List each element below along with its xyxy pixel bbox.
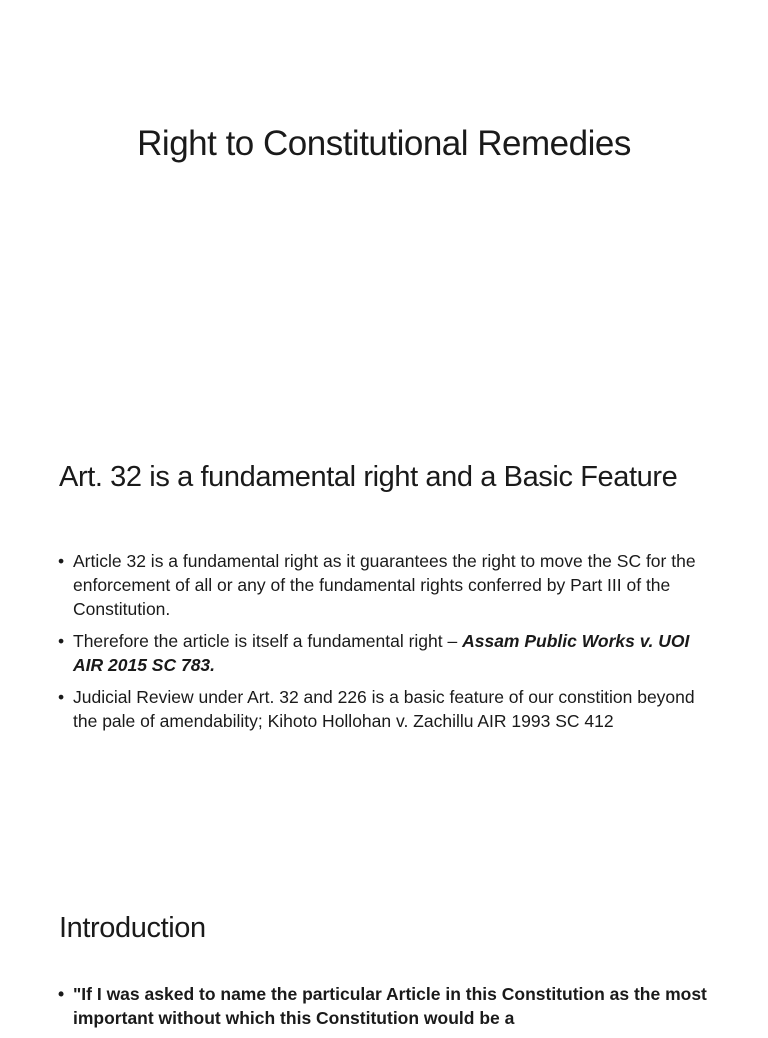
bullet-item: [58, 982, 718, 1030]
bullet-text: "If I was asked to name the particular Article in this Constitution as the most important without which this Constitution would be a: [73, 984, 707, 1028]
bullet-text: Therefore the article is itself a fundamental right –: [73, 631, 463, 651]
bullet-list: [58, 549, 718, 741]
bullet-item: [58, 549, 718, 621]
slide-heading: Introduction: [59, 912, 206, 944]
slide-art-32: [0, 432, 768, 864]
slide-introduction: [0, 864, 768, 1028]
bullet-text: Judicial Review under Art. 32 and 226 is a basic feature of our constition beyond the pale of amendability; Kihoto Hollohan v. Zachillu AIR 1993 SC 412: [73, 687, 695, 731]
bullet-text: Article 32 is a fundamental right as it guarantees the right to move the SC for the enforcement of all or any of the fundamental rights conferred by Part III of the Constitution.: [73, 551, 696, 619]
slide-heading: Art. 32 is a fundamental right and a Basic Feature: [59, 461, 678, 493]
case-citation: Assam Public Works v. UOI AIR 2015 SC 783.: [73, 631, 690, 675]
bullet-item: [58, 629, 718, 677]
bullet-list: [58, 982, 718, 1038]
presentation-title: Right to Constitutional Remedies: [137, 124, 631, 163]
bullet-item: [58, 685, 718, 733]
slide-title: [0, 0, 768, 432]
